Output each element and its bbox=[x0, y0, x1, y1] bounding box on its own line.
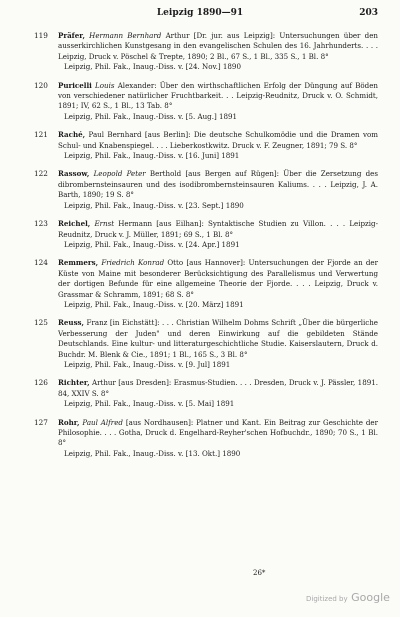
running-header: Leipzig 1890—91 bbox=[156, 8, 244, 18]
entry-number: 123 bbox=[34, 219, 48, 229]
list-item bbox=[0, 169, 400, 211]
author-given-name: Friedrich Konrad bbox=[101, 258, 165, 268]
list-item bbox=[0, 418, 400, 460]
entry-note: Leipzig, Phil. Fak., Inaug.-Diss. v. [24. Apr.] 1891 bbox=[64, 239, 240, 249]
entry-note: Leipzig, Phil. Fak., Inaug.-Diss. v. [9. Jul] 1891 bbox=[64, 359, 231, 369]
author-given-name: Paul Alfred bbox=[82, 417, 123, 427]
list-item bbox=[0, 378, 400, 409]
entry-number: 126 bbox=[34, 378, 48, 388]
author-surname: Rassow, bbox=[58, 169, 90, 179]
entry-number: 127 bbox=[34, 417, 48, 427]
author-surname: Reuss, bbox=[58, 318, 85, 328]
entry-note: Leipzig, Phil. Fak., Inaug.-Diss. v. [20. März] 1891 bbox=[64, 299, 244, 309]
author-given-name: Leopold Peter bbox=[93, 169, 146, 179]
list-item bbox=[0, 81, 400, 123]
entry-text: Arthur [Dr. jur. aus Leipzig]: Untersuchungen über den ausserkirchlichen Kunstgesang in den evangelischen Schulen des 16. Jahrhunderts. . . . Leipzig, Druck v. Pöschel & Trepte, 1890; 2 Bl., 67 S., 1 Bl., 335 S., 1 Bl. 8° bbox=[58, 31, 378, 61]
author-surname: Reichel, bbox=[58, 219, 91, 229]
entry-note: Leipzig, Phil. Fak., Inaug.-Diss. v. [16. Juni] 1891 bbox=[64, 151, 240, 161]
entry-text: [aus Nordhausen]: Platner und Kant. Ein Beitrag zur Geschichte der Philosophie. . . . Gotha, Druck d. Engelhard-Reyher'schen Hofbuchdr., 1890; 70 S., 1 Bl. 8° bbox=[58, 417, 378, 448]
entry-number: 125 bbox=[34, 318, 48, 328]
signature-mark: 26* bbox=[253, 569, 266, 577]
entry-text: Otto [aus Hannover]: Untersuchungen der Fjorde an der Küste von Maine mit besonderer Berücksichtigung des Parallelismus und Verwertung der dortigen Befunde für eine allgemeine Theorie der Fjorde. . . . Leipzig, Druck v. Grassmar & Schramm, 1891; 68 S. 8° bbox=[58, 258, 378, 299]
watermark-prefix: Digitized by bbox=[306, 595, 348, 603]
entry-note: Leipzig, Phil. Fak., Inaug.-Diss. v. [23. Sept.] 1890 bbox=[64, 200, 244, 210]
author-surname: Richter, bbox=[58, 378, 90, 388]
entry-note: Leipzig, Phil. Fak., Inaug.-Diss. v. [5. Mai] 1891 bbox=[64, 399, 235, 409]
entry-note: Leipzig, Phil. Fak., Inaug.-Diss. v. [13. Okt.] 1890 bbox=[64, 448, 241, 458]
list-item bbox=[0, 258, 400, 310]
list-item bbox=[0, 219, 400, 250]
author-given-name: Hermann Bernhard bbox=[89, 31, 162, 40]
entry-number: 121 bbox=[34, 130, 48, 140]
author-surname: Remmers, bbox=[58, 258, 99, 268]
entry-number: 124 bbox=[34, 258, 48, 268]
entry-number: 120 bbox=[34, 80, 48, 90]
entry-list bbox=[0, 31, 400, 467]
author-surname: Raché, bbox=[58, 130, 86, 140]
entry-text: Hermann [aus Eilhan]: Syntaktische Studien zu Villon. . . . Leipzig-Reudnitz, Druck v. J. Müller, 1891; 69 S., 1 Bl. 8° bbox=[58, 219, 378, 239]
author-surname: Präfer, bbox=[58, 31, 85, 40]
entry-number: 122 bbox=[34, 169, 48, 179]
entry-note: Leipzig, Phil. Fak., Inaug.-Diss. v. [24. Nov.] 1890 bbox=[64, 62, 241, 72]
entry-text: Berthold [aus Bergen auf Rügen]: Über die Zersetzung des dibrombernsteinsauren und des isodibrombernsteinsauren Kaliums. . . . Leipzig, J. A. Barth, 1890; 19 S. 8° bbox=[58, 169, 378, 200]
entry-text: Franz [in Eichstätt]: . . . Christian Wilhelm Dohms Schrift „Über die bürgerliche Verbesserung der Juden" und deren Einwirkung auf die gebildeten Stände Deutschlands. Eine kultur- und litteraturgeschichtliche Studie. Kaiserslautern, Druck d. Buchdr. M. Blenk & Cie., 1891; 1 Bl., 165 S., 3 Bl. 8° bbox=[58, 318, 378, 359]
entry-number: 119 bbox=[34, 31, 48, 40]
watermark-text: Google bbox=[351, 591, 390, 604]
list-item bbox=[0, 318, 400, 370]
author-surname: Puricelli bbox=[58, 80, 92, 90]
entry-text: Arthur [aus Dresden]: Erasmus-Studien. . . . Dresden, Druck v. J. Pässler, 1891. 84, XXIV S. 8° bbox=[58, 378, 378, 398]
author-surname: Rohr, bbox=[58, 417, 80, 427]
digitization-watermark bbox=[306, 591, 390, 604]
entry-text: Paul Bernhard [aus Berlin]: Die deutsche Schulkomödie und die Dramen vom Schul- und Knabenspiegel. . . . Lieberkostkwitz. Druck v. F. Zeugner, 1891; 79 S. 8° bbox=[58, 130, 378, 150]
list-item bbox=[0, 31, 400, 73]
list-item bbox=[0, 130, 400, 161]
entry-text: Alexander: Über den wirthschaftlichen Erfolg der Düngung auf Böden von verschiedener natürlicher Fruchtbarkeit. . . Leipzig-Reudnitz, Druck v. O. Schmidt, 1891; IV, 62 S., 1 Bl., 13 Tab. 8° bbox=[58, 80, 378, 111]
entry-note: Leipzig, Phil. Fak., Inaug.-Diss. v. [5. Aug.] 1891 bbox=[64, 111, 238, 121]
author-given-name: Louis bbox=[95, 80, 115, 90]
page-number: 203 bbox=[359, 8, 378, 18]
author-given-name: Ernst bbox=[94, 219, 115, 229]
